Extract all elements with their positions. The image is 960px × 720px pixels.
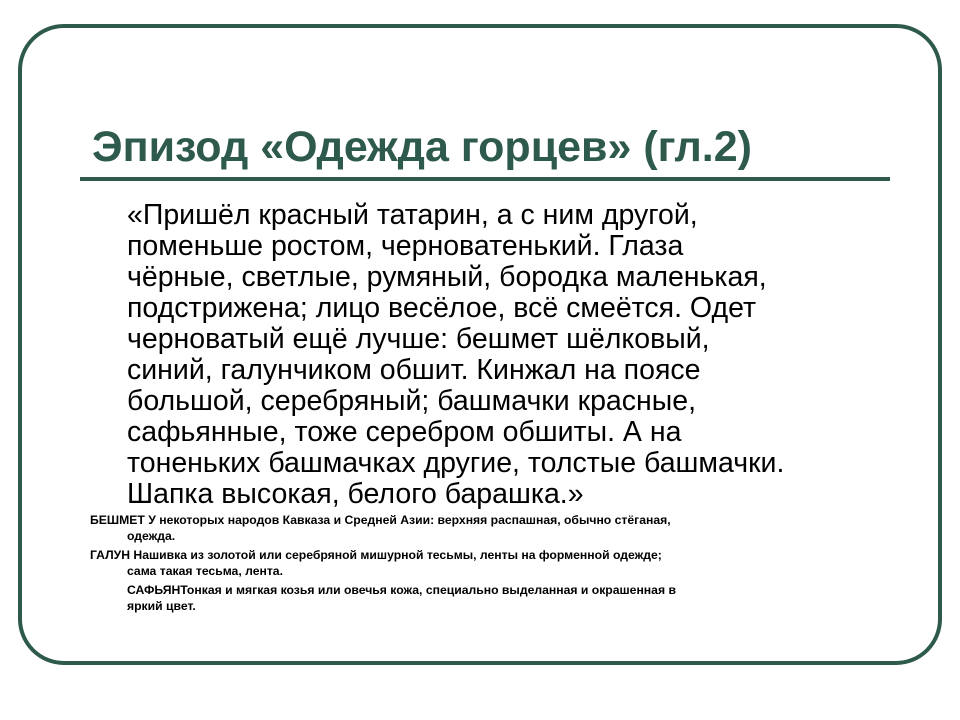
glossary-line-continued: одежда. bbox=[127, 529, 176, 543]
quote-line: сафьянные, тоже серебром обшиты. А на bbox=[127, 416, 682, 448]
glossary-line: БЕШМЕТ У некоторых народов Кавказа и Средней Азии: верхняя распашная, обычно стёганая, bbox=[90, 513, 671, 527]
glossary-entry-beshmet bbox=[90, 512, 671, 544]
quote-line: большой, серебряный; башмачки красные, bbox=[127, 385, 697, 417]
glossary-line: ГАЛУН Нашивка из золотой или серебряной мишурной тесьмы, ленты на форменной одежде; bbox=[90, 548, 662, 562]
glossary-line-continued: сама такая тесьма, лента. bbox=[127, 564, 283, 578]
quote-line: «Пришёл красный татарин, а с ним другой, bbox=[127, 199, 698, 231]
quote-line: черноватый ещё лучше: бешмет шёлковый, bbox=[127, 323, 710, 355]
slide-title: Эпизод «Одежда горцев» (гл.2) bbox=[92, 123, 752, 171]
glossary-entry-safyan bbox=[127, 582, 676, 614]
quote-line: Шапка высокая, белого барашка.» bbox=[127, 478, 584, 510]
quote-line: синий, галунчиком обшит. Кинжал на поясе bbox=[127, 354, 701, 386]
quote-line: чёрные, светлые, румяный, бородка маленькая, bbox=[127, 261, 767, 293]
quote-line: тоненьких башмачках другие, толстые башмачки. bbox=[127, 447, 785, 479]
glossary-line-continued: яркий цвет. bbox=[127, 599, 196, 613]
title-underline bbox=[80, 177, 890, 181]
quote-paragraph bbox=[127, 200, 897, 510]
glossary-line: САФЬЯНТонкая и мягкая козья или овечья кожа, специально выделанная и окрашенная в bbox=[127, 583, 676, 597]
quote-line: поменьше ростом, черноватенький. Глаза bbox=[127, 230, 684, 262]
quote-line: подстрижена; лицо весёлое, всё смеётся. Одет bbox=[127, 292, 757, 324]
glossary-entry-galun bbox=[90, 547, 662, 579]
